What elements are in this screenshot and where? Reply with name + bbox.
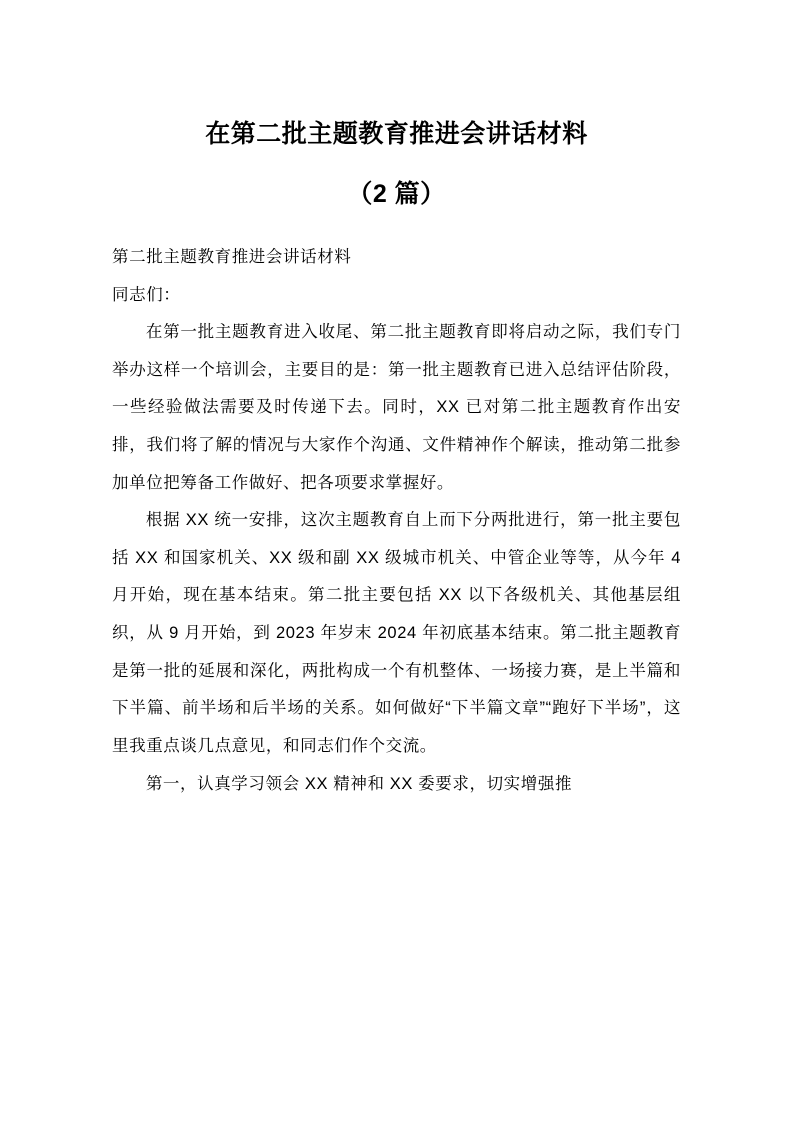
document-paragraph-1: 在第一批主题教育进入收尾、第二批主题教育即将启动之际，我们专门举办这样一个培训会，主要目的是：第一批主题教育已进入总结评估阶段，一些经验做法需要及时传递下去。同时，XX 已对第二批主题教育作出安排，我们将了解的情况与大家作个沟通、文件精神作个解读，推动第二批参加单位把筹备工作做好、把各项要求掌握好。 — [112, 323, 681, 492]
document-heading-line: 第二批主题教育推进会讲话材料 — [112, 248, 352, 266]
page-title: 在第二批主题教育推进会讲话材料 — [205, 120, 588, 148]
page-subtitle: （2 篇） — [347, 179, 446, 208]
document-salutation: 同志们： — [112, 285, 181, 304]
document-paragraph-3: 第一，认真学习领会 XX 精神和 XX 委要求，切实增强推 — [145, 774, 573, 793]
document-paragraph-2: 根据 XX 统一安排，这次主题教育自上而下分两批进行，第一批主要包括 XX 和国家机关、XX 级和副 XX 级城市机关、中管企业等等，从今年 4 月开始，现在基本结束。第二批主要包括 XX 以下各级机关、其他基层组织，从 9 月开始，到 2023 年岁末 2024 年初底基本结束。第二批主题教育是第一批的延展和深化，两批构成一个有机整体、一场接力赛，是上半篇和下半篇、前半场和后半场的关系。如何做好“下半篇文章”“跑好下半场”，这里我重点谈几点意见，和同志们作个交流。 — [112, 511, 681, 755]
